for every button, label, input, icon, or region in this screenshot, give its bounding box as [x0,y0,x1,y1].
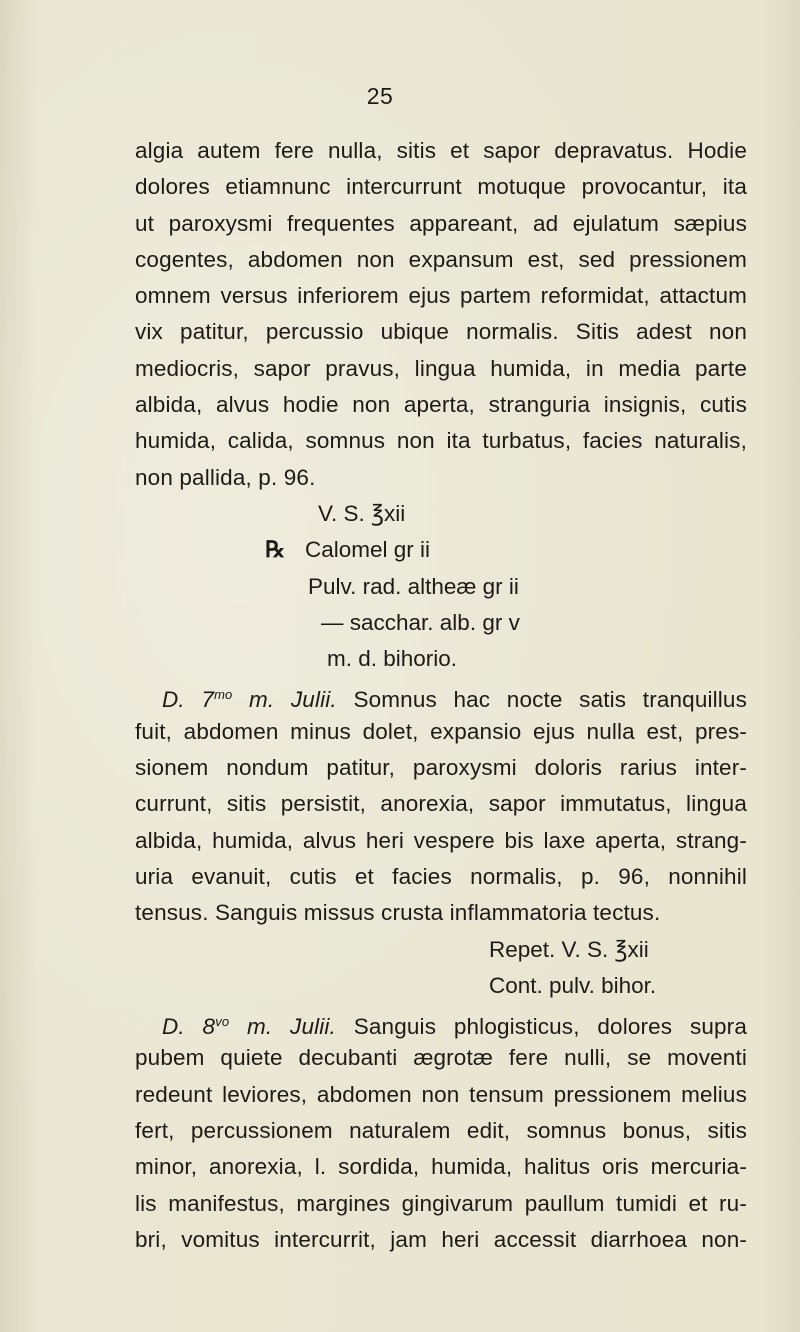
entry-text: Somnus hac nocte satis tranquillus [353,687,747,713]
text-line: redeunt leviores, abdomen non tensum pressionem melius [135,1081,747,1107]
text-line: algia autem fere nulla, sitis et sapor depravatus. Hodie [135,138,747,163]
text-line: mediocris, sapor pravus, lingua humida, in media parte [135,355,747,381]
page-number: 25 [366,83,394,109]
text-line: bri, vomitus intercurrit, jam heri accessit diarrhoea non- [135,1226,747,1252]
date-ordinal: vo [215,1014,230,1030]
date-suffix: m. Julii. [229,1014,336,1040]
date-prefix: D. 8 [162,1014,216,1040]
rx-line: — sacchar. alb. gr v [321,609,520,635]
text-line: cogentes, abdomen non expansum est, sed pressionem [135,246,747,272]
text-line: sionem nondum patitur, paroxysmi doloris rarius inter- [135,755,747,781]
prescription-2 [135,932,747,1005]
text-line [135,677,747,713]
entry-july-8 [135,1004,747,1258]
text-line: pubem quiete decubanti ægrotæ fere nulli, se moventi [135,1045,747,1071]
page-text [135,133,747,1258]
rx-line: Cont. pulv. bihor. [489,972,657,998]
entry-july-7 [135,677,747,931]
rx-line: V. S. ℥xii [318,500,406,526]
text-line: non pallida, p. 96. [135,464,316,490]
text-line: albida, alvus hodie non aperta, stranguria insignis, cutis [135,392,747,418]
rx-line: Pulv. rad. altheæ gr ii [308,573,519,599]
text-line: uria evanuit, cutis et facies normalis, p. 96, nonnihil [135,863,747,889]
text-line: currunt, sitis persistit, anorexia, sapor immutatus, lingua [135,791,747,817]
rx-line-text: Calomel gr ii [305,537,431,563]
rx-line: Repet. V. S. ℥xii [489,936,649,962]
text-line: lis manifestus, margines gingivarum paullum tumidi et ru- [135,1190,747,1216]
rx-line [135,532,747,568]
entry-date [162,1014,336,1039]
paragraph-1 [135,133,747,496]
text-line: albida, humida, alvus heri vespere bis laxe aperta, strang- [135,827,747,853]
text-line: dolores etiamnunc intercurrunt motuque provocantur, ita [135,174,747,200]
date-prefix: D. 7 [162,687,215,713]
text-line: ut paroxysmi frequentes appareant, ad ejulatum sæpius [135,210,747,236]
text-line: vix patitur, percussio ubique normalis. Sitis adest non [135,319,747,345]
text-line [135,1004,747,1040]
text-line: fert, percussionem naturalem edit, somnus bonus, sitis [135,1118,747,1144]
text-line: omnem versus inferiorem ejus partem reformidat, attactum [135,283,747,309]
entry-text: Sanguis phlogisticus, dolores supra [353,1014,747,1040]
text-line: humida, calida, somnus non ita turbatus, facies naturalis, [135,428,747,454]
text-line: minor, anorexia, l. sordida, humida, halitus oris mercuria- [135,1154,747,1180]
entry-date [162,687,337,712]
text-line: tensus. Sanguis missus crusta inflammatoria tectus. [135,900,661,926]
rx-line: m. d. bihorio. [327,646,458,672]
date-suffix: m. Julii. [232,687,337,713]
date-ordinal: mo [214,687,233,703]
prescription-1 [135,496,747,677]
text-line: fuit, abdomen minus dolet, expansio ejus nulla est, pres- [135,718,747,744]
recipe-symbol: ℞ [265,537,286,564]
